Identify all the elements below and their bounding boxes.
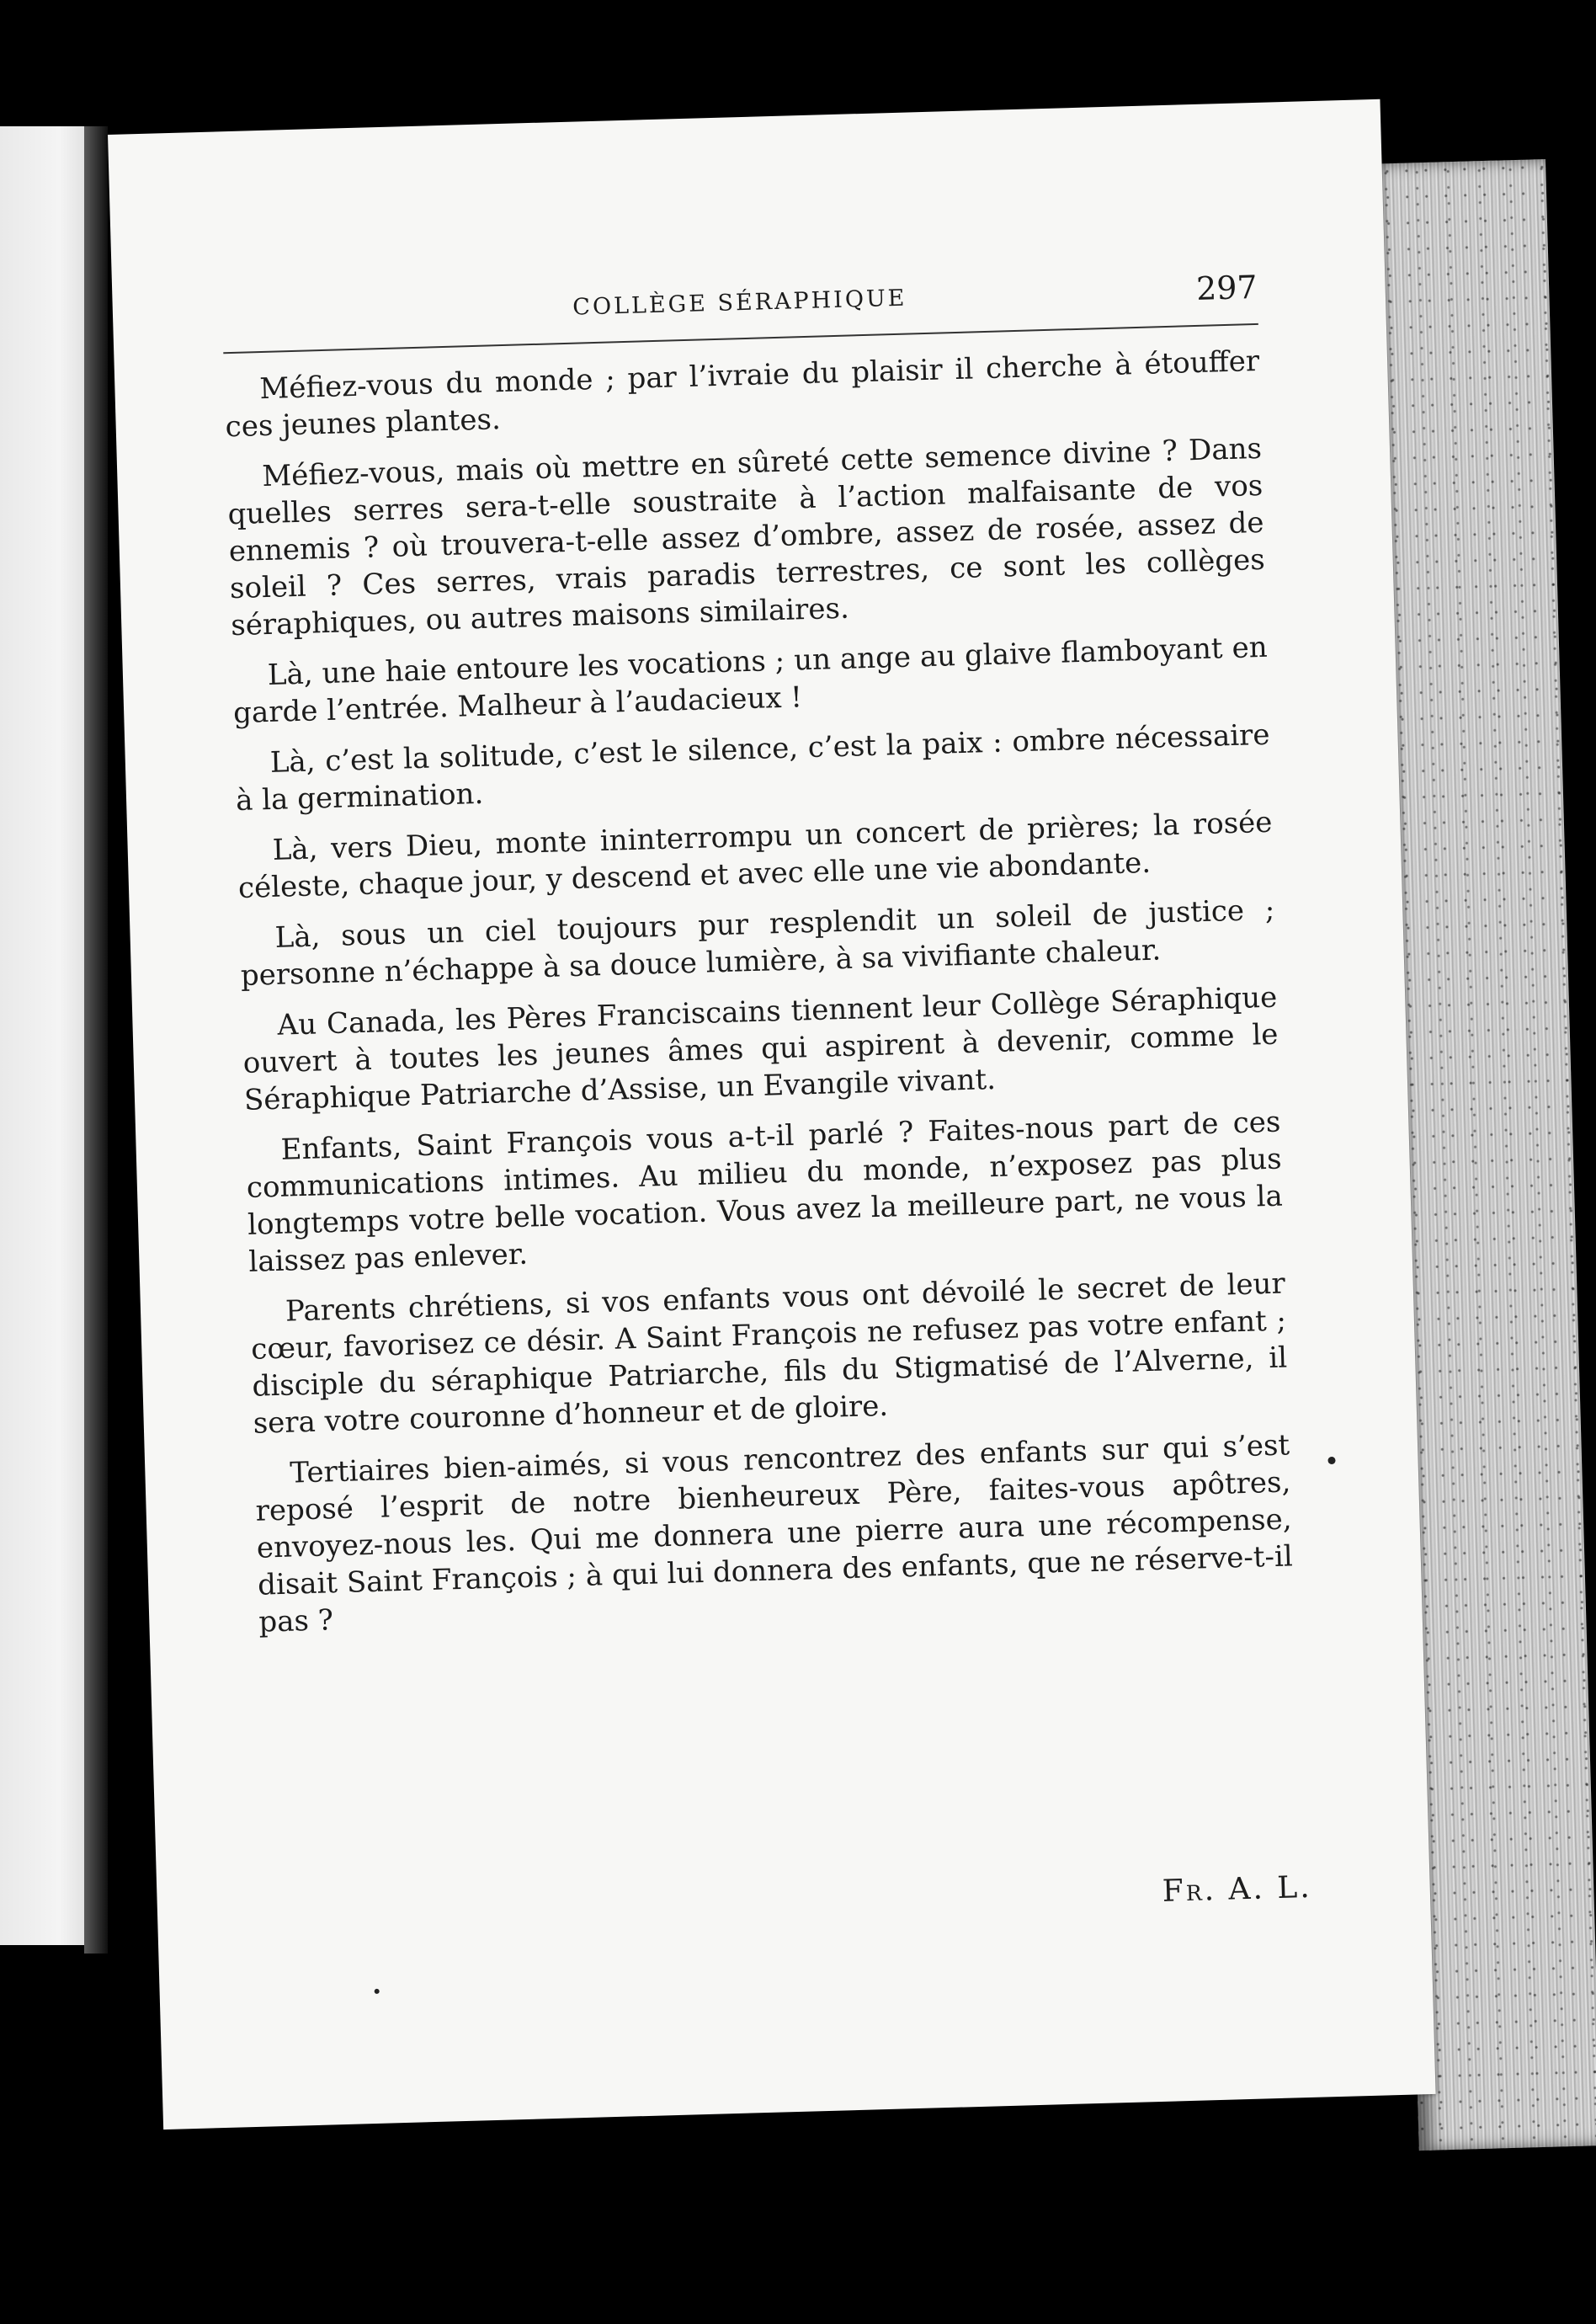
- paragraph: Là, sous un ciel toujours pur resplendit un soleil de justice ; personne n’échappe à sa douce lumière, à sa vivifiante chaleur.: [240, 893, 1275, 993]
- book-gutter: [84, 126, 108, 1954]
- paragraph: Là, vers Dieu, monte ininterrompu un concert de prières; la rosée céleste, chaque jour, y descend et avec elle une vie abondante.: [237, 805, 1273, 906]
- page-speck: [375, 1989, 380, 1994]
- paragraph: Tertiaires bien-aimés, si vous rencontrez des enfants sur qui s’est reposé l’esprit de notre bienheureux Père, faites-vous apôtres, envoyez-nous les. Qui me donnera une pierre aura une récompense, disait Saint François ; à qui lui donnera des enfants, que ne réserve-t-il pas ?: [255, 1428, 1294, 1639]
- paragraph: Méfiez-vous du monde ; par l’ivraie du plaisir il cherche à étouffer ces jeunes plantes.: [225, 344, 1260, 445]
- paragraph: Enfants, Saint François vous a-t-il parlé ? Faites-nous part de ces communications intimes. Au milieu du monde, n’exposez pas plus longtemps votre belle vocation. Vous avez la meilleure part, ne vous la laissez pas enlever.: [246, 1105, 1284, 1279]
- paragraph: Là, une haie entoure les vocations ; un ange au glaive flamboyant en garde l’entrée. Malheur à l’audacieux !: [232, 630, 1269, 731]
- paragraph: Là, c’est la solitude, c’est le silence, c’est la paix : ombre nécessaire à la germination.: [235, 717, 1270, 818]
- page-number: 297: [1195, 268, 1258, 307]
- author-signature: Fr. A. L.: [1162, 1869, 1313, 1909]
- paragraph: Parents chrétiens, si vos enfants vous ont dévoilé le secret de leur cœur, favorisez ce désir. A Saint François ne refusez pas votre enfant ; disciple du séraphique Patriarche, fils du Stigmatisé de l’Alverne, il sera votre couronne d’honneur et de gloire.: [250, 1266, 1288, 1441]
- paragraph: Au Canada, les Pères Franciscains tiennent leur Collège Séraphique ouvert à toutes les jeunes âmes qui aspirent à devenir, comme le Séraphique Patriarche d’Assise, un Evangile vivant.: [242, 980, 1279, 1117]
- paragraph: Méfiez-vous, mais où mettre en sûreté cette semence divine ? Dans quelles serres sera-t-elle soustraite à l’action malfaisante de vos ennemis ? où trouvera-t-elle assez d’ombre, assez de rosée, assez de soleil ? Ces serres, vrais paradis terrestres, ce sont les collèges séraphiques, ou autres maisons similaires.: [227, 431, 1266, 643]
- running-head: [222, 268, 1258, 354]
- body-text: [224, 343, 1295, 1655]
- running-title: COLLÈGE SÉRAPHIQUE: [572, 285, 907, 321]
- book-page: [108, 99, 1436, 2129]
- page-speck: [1327, 1457, 1335, 1464]
